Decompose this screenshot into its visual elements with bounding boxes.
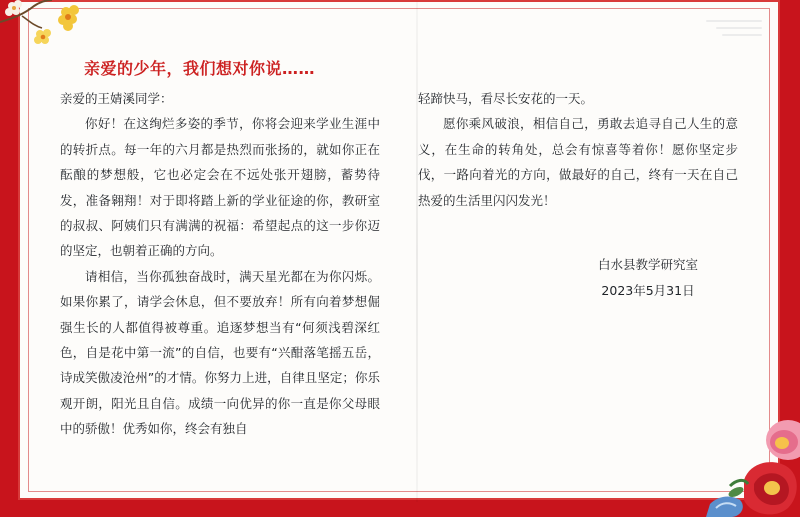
salutation: 亲爱的王婧溪同学：	[60, 91, 173, 106]
letter-paragraph: 轻蹄快马，看尽长安花的一天。	[418, 91, 594, 106]
letter-heading: 亲爱的少年，我们想对你说……	[84, 59, 316, 78]
page-fold	[416, 2, 418, 502]
letter-right-page	[418, 86, 738, 213]
plum-blossom-icon	[0, 0, 90, 48]
peony-flower-icon	[700, 400, 800, 517]
letter-paragraph: 你好！在这绚烂多姿的季节，你将会迎来学业生涯中的转折点。每一年的六月都是热烈而张扬的，就如你正在酝酿的梦想般，它也必定会在不远处张开翅膀，蓄势待发，准备翱翔！对于即将踏上新的学业征途的你，教研室的叔叔、阿姨们只有满满的祝福：希望起点的这一步你迈的坚定，也朝着正确的方向。	[60, 116, 380, 259]
letter-paragraph: 请相信，当你孤独奋战时，满天星光都在为你闪烁。如果你累了，请学会休息，但不要放弃！所有向着梦想倔强生长的人都值得被尊重。追逐梦想当有“何须浅碧深红色，自是花中第一流”的自信，也要有“兴酣落笔摇五岳，诗成笑傲凌沧州”的才情。你努力上进，自律且坚定；你乐观开朗，阳光且自信。成绩一向优异的你一直是你父母眼中的骄傲！优秀如你，终会有独自	[60, 268, 380, 437]
letter-left-page	[60, 86, 380, 442]
signature-block	[598, 252, 698, 304]
signature-date: 2023年5月31日	[601, 283, 695, 298]
letter-paragraph: 愿你乘风破浪，相信自己，勇敢去追寻自己人生的意义，在生命的转角处，总会有惊喜等着你！愿你坚定步伐，一路向着光的方向，做最好的自己，终有一天在自己热爱的生活里闪闪发光！	[418, 116, 738, 208]
signature-org: 白水县教学研究室	[598, 257, 699, 272]
